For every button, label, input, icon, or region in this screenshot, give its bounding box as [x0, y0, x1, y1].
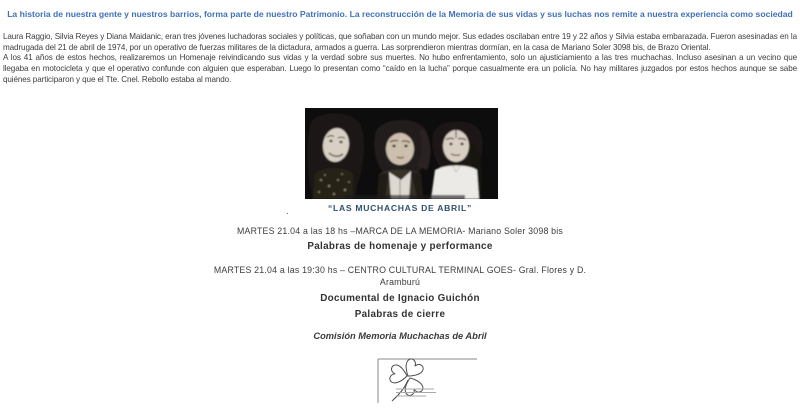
photo-caption: “LAS MUCHACHAS DE ABRIL” — [328, 203, 472, 213]
event2-detail2: Palabras de cierre — [354, 309, 446, 320]
three-women-photo — [305, 108, 498, 199]
stray-period: . — [286, 206, 289, 217]
header-banner: La historia de nuestra gente y nuestros barrios, forma parte de nuestro Patrimonio. La reconstrucción de la Memoria de sus vidas y sus luchas nos remite a nuestra experiencia como sociedad — [7, 9, 793, 19]
intro-paragraphs — [3, 32, 797, 86]
woman-right — [431, 121, 483, 199]
clover-logo — [374, 356, 480, 410]
event1-detail: Palabras de homenaje y performance — [307, 241, 493, 252]
paragraph-victims: Laura Raggio, Silvia Reyes y Diana Maidanic, eran tres jóvenes luchadoras sociales y políticas, que soñaban con un mundo mejor. Sus edades oscilaban entre 19 y 22 años y Silvia estaba embarazada. Fueron asesinadas en la madrugada del 21 de abril de 1974, por un operativo de fuerzas militares de la dictadura, armados a guerra. Las sorprendieron mientras dormían, en la casa de Mariano Soler 3098 bis, de Brazo Oriental. — [3, 32, 797, 52]
event1-line: MARTES 21.04 a las 18 hs –MARCA DE LA MEMORIA- Mariano Soler 3098 bis — [236, 226, 564, 236]
event2-detail1: Documental de Ignacio Guichón — [320, 293, 480, 304]
event2-line1: MARTES 21.04 a las 19:30 hs – CENTRO CULTURAL TERMINAL GOES- Gral. Flores y D. — [213, 265, 587, 275]
three-women-photo-image — [305, 108, 498, 199]
clover-logo-icon — [374, 356, 480, 410]
commission-signature: Comisión Memoria Muchachas de Abril — [313, 331, 487, 341]
event2-line2: Aramburú — [379, 277, 421, 287]
woman-left — [307, 113, 364, 199]
paragraph-homage: A los 41 años de estos hechos, realizaremos un Homenaje reivindicando sus vidas y la verdad sobre sus muertes. No hubo enfrentamiento, solo un ajusticiamiento a las tres muchachas. Incluso asesinan a un vecino que llegaba en motocicleta y que el operativo confunde con alguien que esperaban. Luego lo presentan como “caído en la lucha” porque casualmente era un policía. No hay militares juzgados por estos hechos aunque se sabe quiénes participaron y que el Tte. Cnel. Rebollo estaba al mando. — [3, 53, 797, 84]
